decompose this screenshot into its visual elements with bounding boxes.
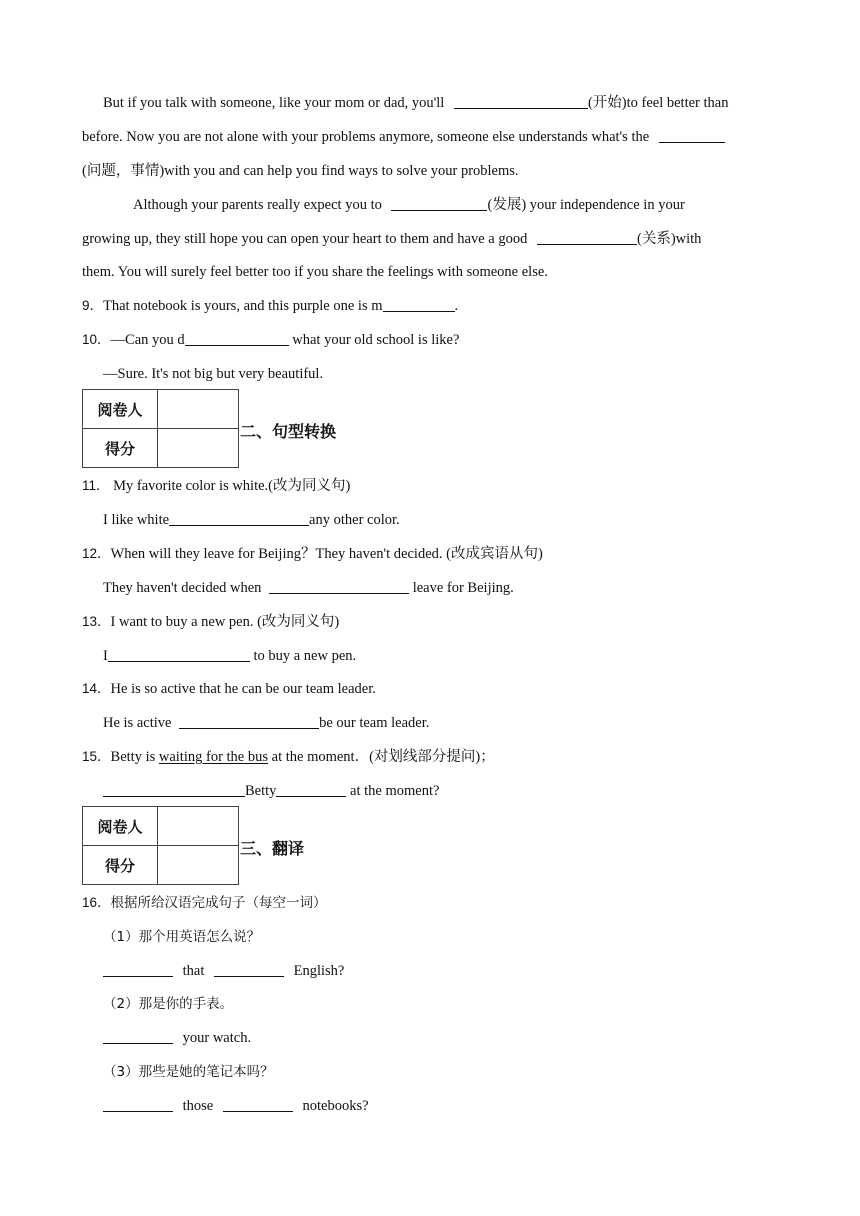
answer-blank[interactable] bbox=[537, 230, 637, 245]
dialogue-line: —Sure. It's not big but very beautiful. bbox=[103, 366, 324, 382]
answer-blank[interactable] bbox=[383, 297, 455, 312]
answer-blank[interactable] bbox=[103, 1029, 173, 1044]
score-label: 得分 bbox=[83, 846, 158, 885]
question-12 bbox=[82, 545, 543, 563]
sub-question-text: （3）那些是她的笔记本吗？ bbox=[103, 1064, 274, 1080]
answer-blank[interactable] bbox=[659, 128, 725, 143]
question-text: I want to buy a new pen. (改为同义句) bbox=[110, 614, 340, 630]
answer-text: I bbox=[103, 648, 108, 664]
question-10 bbox=[82, 331, 459, 349]
grader-table bbox=[82, 389, 239, 468]
question-10-answer bbox=[103, 365, 323, 383]
question-text: My favorite color is white.(改为同义句) bbox=[109, 478, 351, 494]
answer-blank[interactable] bbox=[223, 1097, 293, 1112]
question-number: 14． bbox=[82, 681, 111, 696]
score-cell[interactable] bbox=[158, 429, 239, 468]
question-16 bbox=[82, 894, 327, 912]
answer-text: any other color. bbox=[309, 512, 400, 528]
answer-text: English? bbox=[290, 963, 345, 979]
question-14-answer bbox=[103, 714, 429, 732]
question-number: 12． bbox=[82, 546, 111, 561]
question-11 bbox=[82, 477, 350, 495]
answer-text: at the moment? bbox=[346, 783, 440, 799]
section-title: 二、句型转换 bbox=[240, 422, 337, 441]
question-13 bbox=[82, 613, 339, 631]
answer-blank[interactable] bbox=[391, 196, 487, 211]
question-text: what your old school is like? bbox=[288, 332, 460, 348]
answer-blank[interactable] bbox=[454, 94, 588, 109]
answer-text: notebooks? bbox=[298, 1098, 369, 1114]
question-13-answer bbox=[103, 647, 356, 665]
passage-line bbox=[103, 94, 728, 112]
sub-question-3 bbox=[103, 1063, 274, 1081]
question-number: 16． bbox=[82, 895, 111, 910]
question-text: . bbox=[454, 298, 459, 314]
question-12-answer bbox=[103, 579, 514, 597]
answer-blank[interactable] bbox=[269, 579, 409, 594]
answer-blank[interactable] bbox=[179, 714, 319, 729]
question-text: at the moment．(对划线部分提问)； bbox=[268, 749, 495, 765]
answer-blank[interactable] bbox=[169, 511, 309, 526]
passage-text: Although your parents really expect you to bbox=[133, 197, 382, 213]
passage-hint: (开始)to feel better than bbox=[587, 95, 729, 111]
reviewer-label: 阅卷人 bbox=[83, 390, 158, 429]
question-15 bbox=[82, 748, 495, 766]
passage-line bbox=[82, 263, 548, 281]
passage-line bbox=[82, 162, 519, 180]
answer-blank[interactable] bbox=[214, 962, 284, 977]
sub-question-2 bbox=[103, 995, 233, 1013]
question-11-answer bbox=[103, 511, 400, 529]
passage-text: before. Now you are not alone with your problems anymore, someone else understands what's the bbox=[82, 129, 650, 145]
sub-question-text: （1）那个用英语怎么说？ bbox=[103, 929, 261, 945]
answer-text: I like white bbox=[103, 512, 170, 528]
question-text: That notebook is yours, and this purple one is m bbox=[103, 298, 383, 314]
question-number: 15． bbox=[82, 749, 111, 764]
passage-text: growing up, they still hope you can open your heart to them and have a good bbox=[82, 231, 528, 247]
reviewer-cell[interactable] bbox=[158, 807, 239, 846]
answer-blank[interactable] bbox=[103, 962, 173, 977]
reviewer-label: 阅卷人 bbox=[83, 807, 158, 846]
passage-text: (问题，事情)with you and can help you find ways to solve your problems. bbox=[82, 163, 519, 179]
passage-line bbox=[82, 128, 725, 146]
score-cell[interactable] bbox=[158, 846, 239, 885]
question-15-answer bbox=[103, 782, 439, 800]
answer-blank[interactable] bbox=[103, 1097, 173, 1112]
question-text: 根据所给汉语完成句子（每空一词） bbox=[110, 895, 327, 911]
answer-text: be our team leader. bbox=[319, 715, 430, 731]
passage-line bbox=[82, 230, 701, 248]
question-number: 13． bbox=[82, 614, 111, 629]
question-text: When will they leave for Beijing？They haven't decided. (改成宾语从句) bbox=[110, 546, 543, 562]
sub-answer-3 bbox=[103, 1097, 369, 1115]
underlined-phrase: waiting for the bus bbox=[158, 749, 269, 765]
section-title: 三、翻译 bbox=[240, 839, 305, 858]
passage-line bbox=[133, 196, 685, 214]
question-text: Betty is bbox=[110, 749, 159, 765]
sub-answer-2 bbox=[103, 1029, 251, 1047]
answer-text: He is active bbox=[103, 715, 176, 731]
answer-text: to buy a new pen. bbox=[249, 648, 357, 664]
reviewer-cell[interactable] bbox=[158, 390, 239, 429]
question-number: 11． bbox=[82, 478, 110, 493]
answer-text: Betty bbox=[245, 783, 277, 799]
question-text: He is so active that he can be our team leader. bbox=[110, 681, 376, 697]
question-9 bbox=[82, 297, 458, 315]
sub-question-1 bbox=[103, 928, 260, 946]
question-text: —Can you d bbox=[110, 332, 185, 348]
answer-blank[interactable] bbox=[108, 647, 250, 662]
question-14 bbox=[82, 680, 376, 698]
passage-hint: (关系)with bbox=[637, 231, 702, 247]
answer-blank[interactable] bbox=[276, 782, 346, 797]
answer-text: that bbox=[179, 963, 208, 979]
answer-text: those bbox=[179, 1098, 217, 1114]
passage-hint: (发展) your independence in your bbox=[487, 197, 685, 213]
grader-table bbox=[82, 806, 239, 885]
answer-text: leave for Beijing. bbox=[409, 580, 514, 596]
answer-blank[interactable] bbox=[185, 331, 289, 346]
sub-answer-1 bbox=[103, 962, 344, 980]
sub-question-text: （2）那是你的手表。 bbox=[103, 996, 234, 1012]
answer-blank[interactable] bbox=[103, 782, 245, 797]
question-number: 10． bbox=[82, 332, 111, 347]
question-number: 9． bbox=[82, 298, 104, 313]
answer-text: They haven't decided when bbox=[103, 580, 266, 596]
passage-text: them. You will surely feel better too if you share the feelings with someone else. bbox=[82, 264, 548, 280]
score-label: 得分 bbox=[83, 429, 158, 468]
answer-text: your watch. bbox=[179, 1030, 252, 1046]
passage-text: But if you talk with someone, like your mom or dad, you'll bbox=[103, 95, 445, 111]
